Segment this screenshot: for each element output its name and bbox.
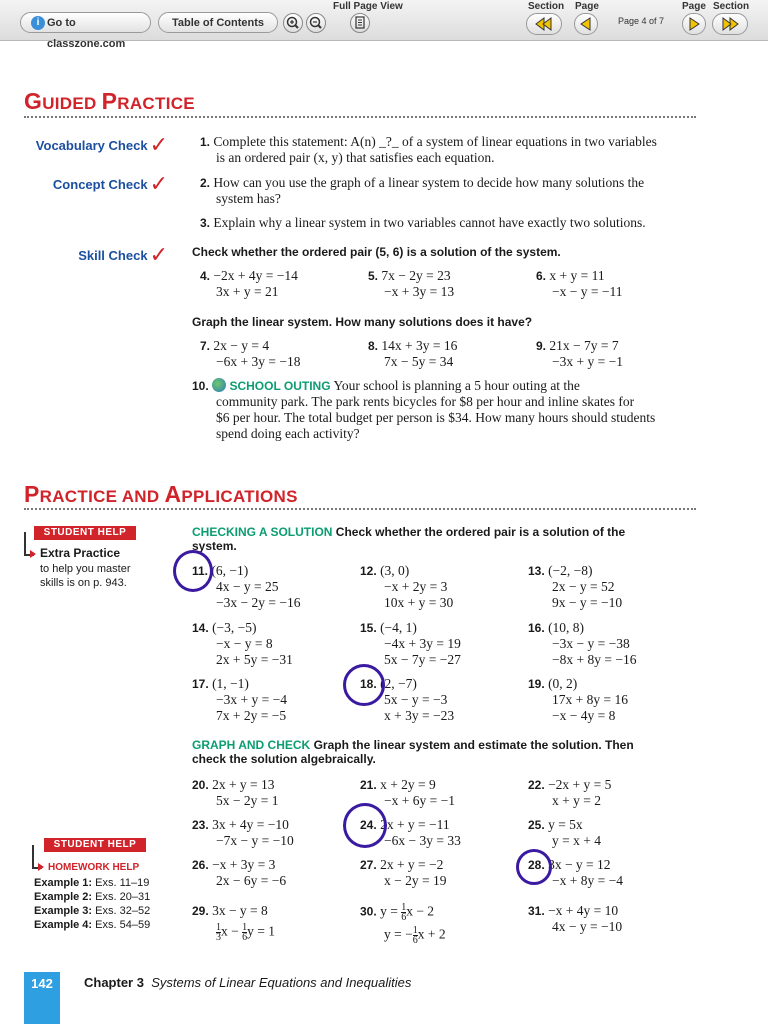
exercise-25: 25. y = 5x y = x + 4 [528,817,601,848]
exercise-20: 20. 2x + y = 13 5x − 2y = 1 [192,777,279,808]
graph-check-instruction: GRAPH AND CHECK Graph the linear system and estimate the solution. Then check the solution algebraically. [192,738,634,766]
divider [24,116,696,118]
prev-page-button[interactable] [574,13,598,35]
checking-solution-instruction: CHECKING A SOLUTION Check whether the ordered pair is a solution of the system. [192,525,626,553]
homework-row: Example 4: Exs. 54–59 [34,919,151,931]
question-3: 3. Explain why a linear system in two variables cannot have exactly two solutions. [200,215,646,230]
exercise-26: 26. −x + 3y = 3 2x − 6y = −6 [192,857,287,888]
exercise-23: 23. 3x + 4y = −10 −7x − y = −10 [192,817,294,848]
question-10: 10. SCHOOL OUTING Your school is planning a 5 hour outing at the community park. The park rents bicycles for $8 per hour and inline skates for $6 per hour. The total budget per person is $34. How many hours should students spend doing each activity? [192,378,656,441]
exercise-31: 31. −x + 4y = 10 4x − y = −10 [528,903,623,934]
checkmark-icon: ✓ [149,132,168,157]
next-page-button[interactable] [682,13,706,35]
exercise-21: 21. x + 2y = 9 −x + 6y = −1 [360,777,455,808]
homework-row: Example 2: Exs. 20–31 [34,891,151,903]
vocabulary-check-label: Vocabulary Check✓ [35,132,168,157]
double-arrow-left-icon [527,14,561,34]
toc-label: Table of Contents [171,17,265,29]
extra-practice-line2: skills is on p. 943. [40,577,127,589]
section-label-left: Section [528,1,565,12]
zoom-in-icon[interactable] [283,13,303,33]
exercise-27: 27. 2x + y = −2 x − 2y = 19 [360,857,447,888]
zoom-out-icon[interactable] [306,13,326,33]
question-2: 2. How can you use the graph of a linear system to decide how many solutions the system has? [200,175,645,206]
exercise-12: 12. (3, 0) −x + 2y = 3 10x + y = 30 [360,563,454,610]
exercise-28: 28. 3x − y = 12 −x + 8y = −4 [528,857,623,888]
exercise-29: 29. 3x − y = 8 $\frac{1}{3}$ x − $\frac{1}{6}$ y = 1 [192,903,275,943]
chapter-footer: Chapter 3 Systems of Linear Equations and Inequalities [84,975,412,990]
practice-applications-heading: PRACTICE AND APPLICATIONS [24,481,298,507]
checkmark-icon: ✓ [149,171,168,196]
classzone-button[interactable] [20,12,151,50]
homework-row: Example 1: Exs. 11–19 [34,877,150,889]
exercise-24: 24. 2x + y = −11 −6x − 3y = 33 [360,817,461,848]
page-number: 142 [24,972,60,1024]
page-indicator: Page 4 of 7 [618,16,665,26]
globe-info-icon: i [31,16,45,30]
exercise-7: 7. 2x − y = 4 −6x + 3y = −18 [200,338,301,369]
arrow-right-icon [38,863,44,871]
instruction-graph-system: Graph the linear system. How many solutions does it have? [192,315,533,329]
question-1: 1. Complete this statement: A(n) _?_ of a system of linear equations in two variables is an ordered pair (x, y) that satisfies each equation. [200,134,657,165]
table-of-contents-button[interactable] [158,12,278,33]
next-section-button[interactable] [712,13,748,35]
handwritten-circle [343,664,385,706]
exercise-22: 22. −2x + y = 5 x + y = 2 [528,777,612,808]
section-label-right: Section [713,1,750,12]
exercise-13: 13. (−2, −8) 2x − y = 52 9x − y = −10 [528,563,623,610]
handwritten-circle [516,849,552,885]
skill-check-label: Skill Check✓ [78,242,168,267]
classzone-label: Go to classzone.com [47,17,126,50]
instruction-check-pair: Check whether the ordered pair (5, 6) is a solution of the system. [192,245,561,259]
extra-practice-line1: to help you master [40,563,131,575]
exercise-6: 6. x + y = 11 −x − y = −11 [536,268,623,299]
exercise-9: 9. 21x − 7y = 7 −3x + y = −1 [536,338,623,369]
full-page-view-icon[interactable] [350,13,370,33]
arrow-right-icon [30,550,36,558]
homework-help-title: HOMEWORK HELP [48,862,140,873]
exercise-30: 30. y = $\frac{1}{6}$ x − 2 y = − $\frac{1}{6}$ x + 2 [360,902,446,946]
full-page-view-label: Full Page View [333,1,403,12]
homework-row: Example 3: Exs. 32–52 [34,905,151,917]
arrow-right-icon [683,14,705,34]
divider [24,508,696,510]
page-label-right: Page [682,1,706,12]
extra-practice-title: Extra Practice [40,546,121,560]
exercise-17: 17. (1, −1) −3x + y = −4 7x + 2y = −5 [192,676,287,723]
globe-icon [212,378,226,392]
exercise-11: 11. (6, −1) 4x − y = 25 −3x − 2y = −16 [192,563,301,610]
exercise-19: 19. (0, 2) 17x + 8y = 16 −x − 4y = 8 [528,676,628,723]
exercise-15: 15. (−4, 1) −4x + 3y = 19 5x − 7y = −27 [360,620,461,667]
exercise-18: 18. (2, −7) 5x − y = −3 x + 3y = −23 [360,676,455,723]
concept-check-label: Concept Check✓ [52,171,168,196]
guided-practice-heading: GUIDED PRACTICE [24,88,195,114]
arrow-left-icon [575,14,597,34]
double-arrow-right-icon [713,14,747,34]
exercise-4: 4. −2x + 4y = −14 3x + y = 21 [200,268,298,299]
checkmark-icon: ✓ [149,242,168,267]
prev-section-button[interactable] [526,13,562,35]
handwritten-circle [343,803,387,848]
exercise-5: 5. 7x − 2y = 23 −x + 3y = 13 [368,268,455,299]
handwritten-circle [173,550,213,592]
student-help-badge: STUDENT HELP [34,526,136,540]
exercise-16: 16. (10, 8) −3x − y = −38 −8x + 8y = −16 [528,620,637,667]
student-help-badge: STUDENT HELP [44,838,146,852]
exercise-8: 8. 14x + 3y = 16 7x − 5y = 34 [368,338,458,369]
page-label-left: Page [575,1,599,12]
top-toolbar [0,0,768,50]
exercise-14: 14. (−3, −5) −x − y = 8 2x + 5y = −31 [192,620,293,667]
